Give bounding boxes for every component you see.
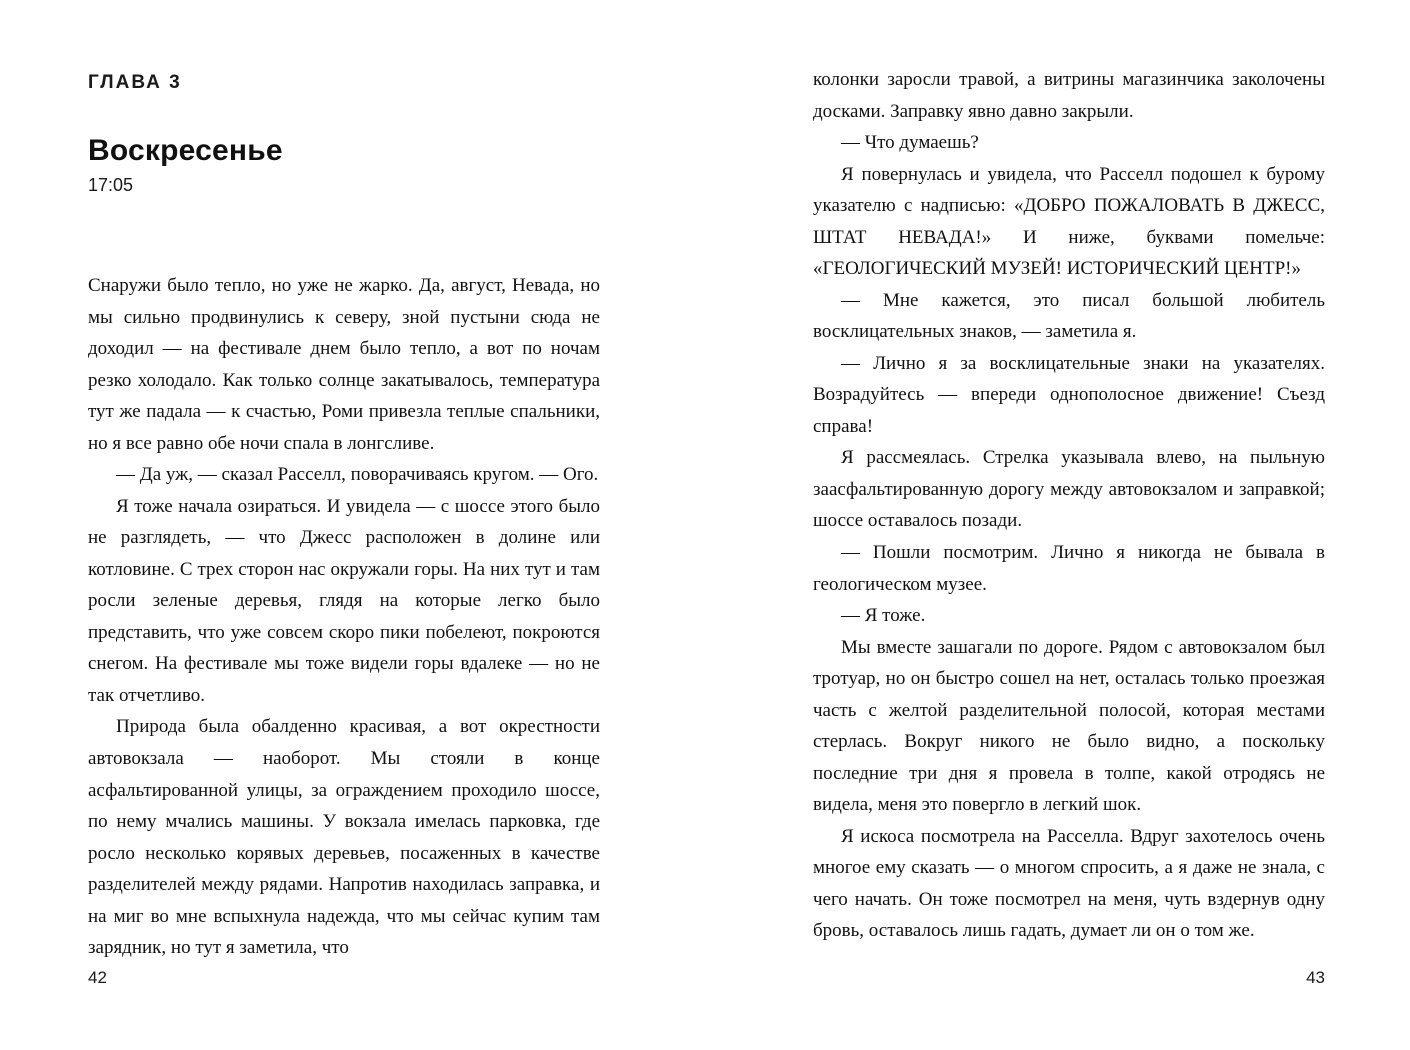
paragraph: — Лично я за восклицательные знаки на указателях. Возрадуйтесь — впереди однополосное движение! Съезд справа! [813, 352, 1325, 437]
paragraph: — Да уж, — сказал Расселл, поворачиваясь кругом. — Ого. [116, 464, 599, 486]
time-label: 17:05 [88, 175, 134, 195]
left-page [88, 72, 600, 964]
paragraph: Природа была обалденно красивая, а вот окрестности автовокзала — наоборот. Мы стояли в конце асфальтированной улицы, за ограждением проходило шоссе, по нему мчались машины. У вокзала имелась парковка, где росло несколько корявых деревьев, посаженных в качестве разделителей между рядами. Напротив находилась заправка, и на миг во мне вспыхнула надежда, что мы сейчас купим там зарядник, но тут я заметила, что [88, 716, 600, 959]
paragraph: колонки заросли травой, а витрины магазинчика заколочены досками. Заправку явно давно закрыли. [813, 69, 1325, 122]
right-page-body [813, 64, 1325, 947]
paragraph: — Мне кажется, это писал большой любитель восклицательных знаков, — заметила я. [813, 289, 1325, 343]
page-number-right: 43 [1306, 968, 1325, 987]
paragraph: — Что думаешь? [841, 132, 979, 154]
paragraph: — Пошли посмотрим. Лично я никогда не бывала в геологическом музее. [813, 541, 1325, 595]
paragraph: Я искоса посмотрела на Расселла. Вдруг захотелось очень многое ему сказать — о многом спросить, а я даже не знала, с чего начать. Он тоже посмотрел на меня, чуть вздернув одну бровь, оставалось лишь гадать, думает ли он о том же. [813, 825, 1325, 942]
left-page-body [88, 270, 600, 964]
paragraph: Я рассмеялась. Стрелка указывала влево, на пыльную заасфальтированную дорогу между автовокзалом и заправкой; шоссе оставалось позади. [813, 447, 1325, 532]
paragraph: Снаружи было тепло, но уже не жарко. Да, август, Невада, но мы сильно продвинулись к северу, зной пустыни сюда не доходил — на фестивале днем было тепло, а вот по ночам резко холодало. Как только солнце закатывалось, температура тут же падала — к счастью, Роми привезла теплые спальники, но я все равно обе ночи спала в лонгсливе. [88, 275, 600, 454]
paragraph: Я тоже начала озираться. И увидела — с шоссе этого было не разглядеть, — что Джесс расположен в долине или котловине. С трех сторон нас окружали горы. На них тут и там росли зеленые деревья, глядя на которые легко было представить, что уже совсем скоро пики побелеют, покроются снегом. На фестивале мы тоже видели горы вдалеке — но не так отчетливо. [88, 495, 600, 706]
paragraph: — Я тоже. [841, 605, 926, 627]
chapter-label: ГЛАВА 3 [88, 72, 182, 93]
paragraph: Я повернулась и увидела, что Расселл подошел к бурому указателю с надписью: «ДОБРО ПОЖАЛОВАТЬ В ДЖЕСС, ШТАТ НЕВАДА!» И ниже, буквами помельче: «ГЕОЛОГИЧЕСКИЙ МУЗЕЙ! ИСТОРИЧЕСКИЙ ЦЕНТР!» [813, 163, 1325, 280]
right-page [813, 64, 1325, 947]
page-title: Воскресенье [88, 134, 283, 167]
paragraph: Мы вместе зашагали по дороге. Рядом с автовокзалом был тротуар, но он быстро сошел на нет, осталась только проезжая часть с желтой разделительной полосой, которая местами стерлась. Вокруг никого не было видно, а поскольку последние три дня я провела в толпе, какой отродясь не видела, меня это повергло в легкий шок. [813, 636, 1325, 816]
page-number-left: 42 [88, 968, 107, 987]
